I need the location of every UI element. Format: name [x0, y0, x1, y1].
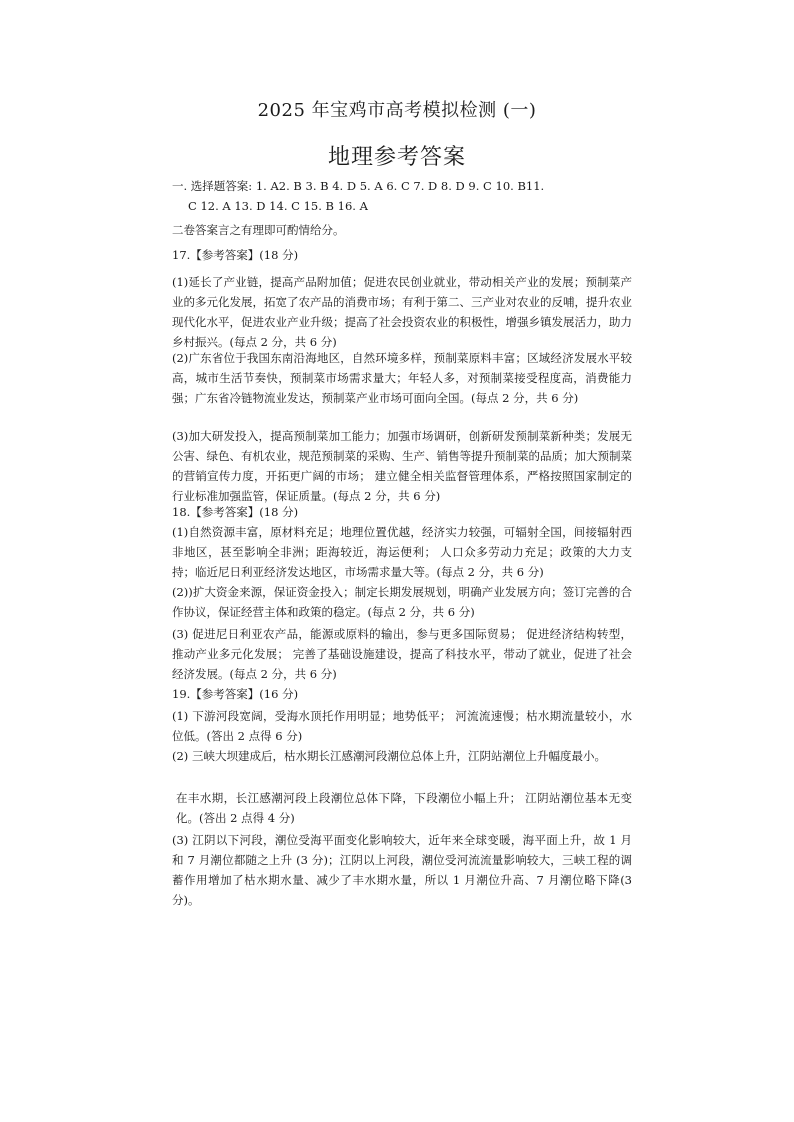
q17-part3: (3)加大研发投入，提高预制菜加工能力；加强市场调研，创新研发预制菜新种类；发展无公害、绿色、有机农业，规范预制菜的采购、生产、销售等提升预制菜的品质；加大预制菜的营销宣传力度，开拓更广阔的市场； 建立健全相关监督管理体系，严格按照国家制定的行业标准加强监管，保证质量。(每点 2 分，共 6 分)	[172, 429, 632, 503]
q17-part1: (1)延长了产业链，提高产品附加值；促进农民创业就业，带动相关产业的发展；预制菜产业的多元化发展，拓宽了农产品的消费市场；有利于第二、三产业对农业的反哺，提升农业现代化水平，促进农业产业升级；提高了社会投资农业的积极性，增强乡镇发展活力，助力乡村振兴。(每点 2 分，共 6 分)	[172, 275, 632, 349]
grading-note: 二卷答案言之有理即可酌情给分。	[172, 223, 345, 237]
q19-header: 19.【参考答案】(16 分)	[172, 687, 299, 701]
q17-header: 17.【参考答案】(18 分)	[172, 248, 299, 262]
q18-part2: (2))扩大资金来源，保证资金投入；制定长期发展规划，明确产业发展方向；签订完善的合作协议，保证经营主体和政策的稳定。(每点 2 分，共 6 分)	[172, 585, 632, 619]
q17-part2: (2)广东省位于我国东南沿海地区，自然环境多样，预制菜原料丰富；区域经济发展水平较高，城市生活节奏快，预制菜市场需求量大；年轻人多，对预制菜接受程度高，消费能力强；广东省冷链物流业发达，预制菜产业市场可面向全国。(每点 2 分，共 6 分)	[172, 351, 632, 405]
q19-part2: (2) 三峡大坝建成后，枯水期长江感潮河段潮位总体上升，江阴站潮位上升幅度最小。	[172, 749, 606, 763]
mc-answers-line-2: C 12. A 13. D 14. C 15. B 16. A	[188, 199, 368, 213]
exam-title: 2025 年宝鸡市高考模拟检测 (一)	[257, 100, 537, 121]
answer-key-title: 地理参考答案	[327, 145, 466, 170]
q19-part2-continued: 在丰水期，长江感潮河段上段潮位总体下降，下段潮位小幅上升； 江阴站潮位基本无变化。(答出 2 点得 4 分)	[176, 791, 632, 825]
q19-part3: (3) 江阴以下河段，潮位受海平面变化影响较大，近年来全球变暖，海平面上升，故 1 月和 7 月潮位都随之上升 (3 分)；江阴以上河段，潮位受河流流量影响较大，三峡工程的调蓄作用增加了枯水期水量、减少了丰水期水量，所以 1 月潮位升高、7 月潮位略下降(3 分)。	[172, 833, 632, 907]
mc-answers-line-1: 一. 选择题答案: 1. A2. B 3. B 4. D 5. A 6. C 7. D 8. D 9. C 10. B11.	[172, 179, 545, 193]
q18-header: 18.【参考答案】(18 分)	[172, 505, 299, 519]
q18-part3: (3) 促进尼日利亚农产品，能源或原料的输出，参与更多国际贸易； 促进经济结构转型，推动产业多元化发展； 完善了基础设施建设，提高了科技水平，带动了就业，促进了社会经济发展。(每点 2 分，共 6 分)	[172, 627, 632, 681]
q19-part1: (1) 下游河段宽阔，受海水顶托作用明显；地势低平； 河流流速慢；枯水期流量较小，水位低。(答出 2 点得 6 分)	[172, 709, 632, 743]
q18-part1: (1)自然资源丰富，原材料充足；地理位置优越，经济实力较强，可辐射全国，间接辐射西非地区，甚至影响全非洲；距海较近，海运便利； 人口众多劳动力充足；政策的大力支持；临近尼日利亚经济发达地区，市场需求量大等。(每点 2 分，共 6 分)	[172, 525, 632, 579]
